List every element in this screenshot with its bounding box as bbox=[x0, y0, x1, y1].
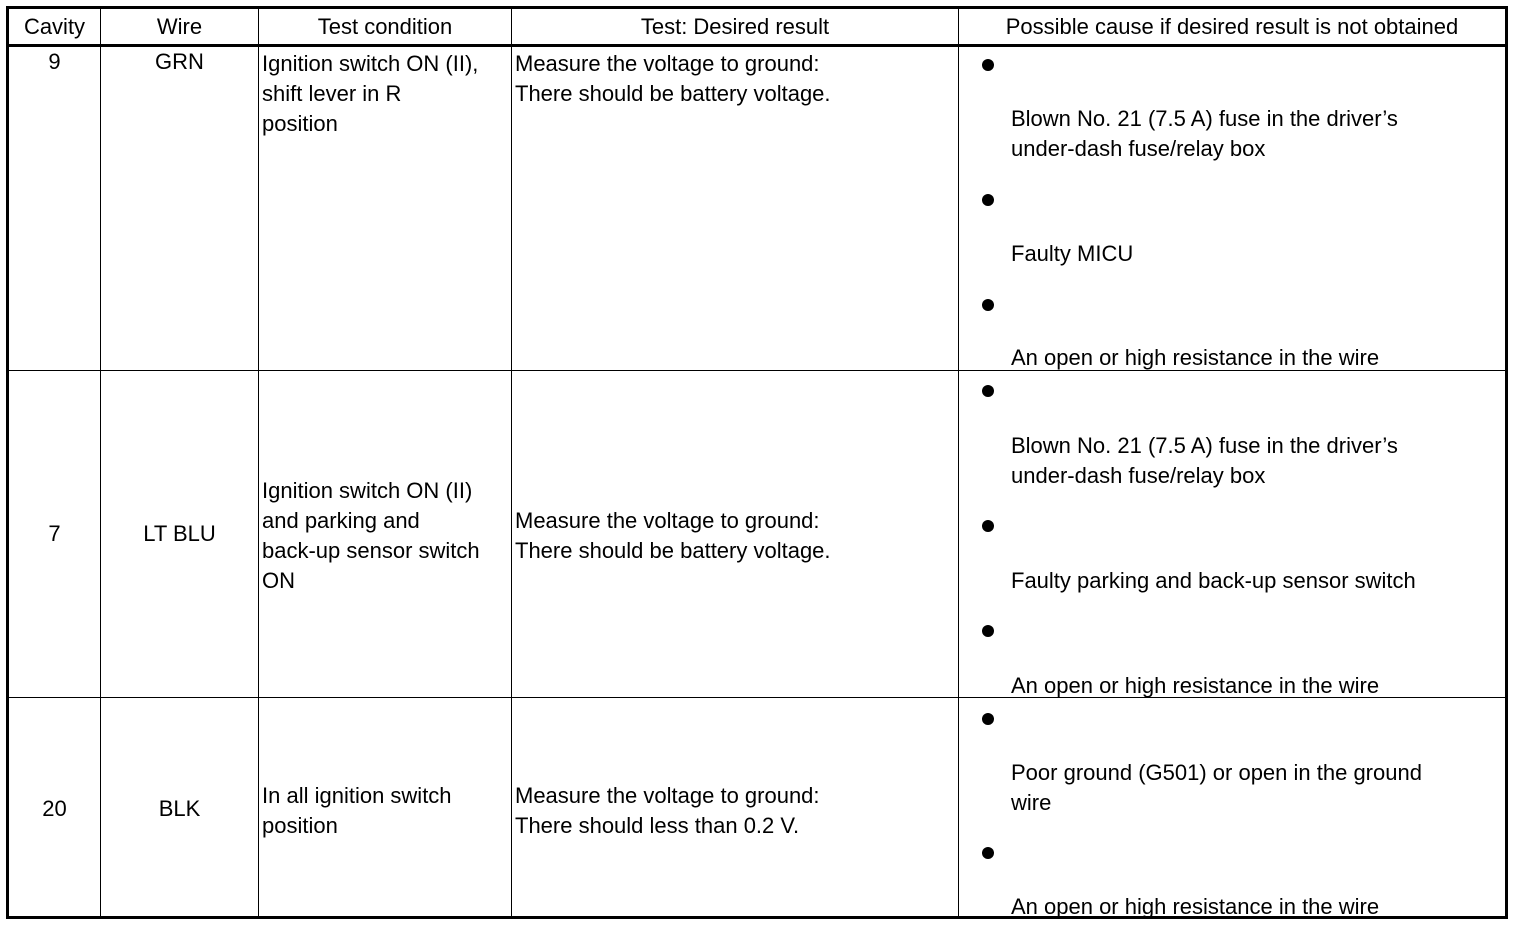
row-1-wire: GRN bbox=[155, 49, 204, 74]
row-3-cause-1 bbox=[1011, 758, 1422, 818]
header-cavity: Cavity bbox=[23, 14, 86, 39]
row-1-cause-3 bbox=[1011, 343, 1379, 373]
row-3-wire: BLK bbox=[158, 796, 201, 821]
row-1-result bbox=[515, 49, 831, 109]
row-1-cavity: 9 bbox=[48, 49, 61, 74]
condition-line: shift lever in R bbox=[262, 81, 402, 106]
row-3-cavity: 20 bbox=[42, 796, 67, 821]
result-line: Measure the voltage to ground: bbox=[515, 783, 820, 808]
condition-line: and parking and bbox=[262, 508, 420, 533]
bullet-icon bbox=[982, 194, 994, 206]
header-test-condition: Test condition bbox=[317, 14, 453, 39]
cause-line: Poor ground (G501) or open in the ground bbox=[1011, 760, 1422, 785]
column-divider bbox=[958, 9, 959, 916]
row-2-wire: LT BLU bbox=[143, 521, 216, 546]
cause-line: under-dash fuse/relay box bbox=[1011, 136, 1266, 161]
column-divider bbox=[511, 9, 512, 916]
result-line: Measure the voltage to ground: bbox=[515, 51, 820, 76]
column-divider bbox=[100, 9, 101, 916]
condition-line: position bbox=[262, 813, 338, 838]
row-2-cavity: 7 bbox=[48, 521, 61, 546]
row-2-condition bbox=[262, 476, 480, 596]
cause-line: Blown No. 21 (7.5 A) fuse in the driver’s bbox=[1011, 433, 1398, 458]
row-1-cause-2 bbox=[1011, 239, 1133, 269]
bullet-icon bbox=[982, 625, 994, 637]
row-3-condition bbox=[262, 781, 452, 841]
cause-line: Faulty MICU bbox=[1011, 241, 1134, 266]
condition-line: Ignition switch ON (II) bbox=[262, 478, 473, 503]
result-line: There should less than 0.2 V. bbox=[515, 813, 800, 838]
row-2-cause-3 bbox=[1011, 671, 1379, 701]
bullet-icon bbox=[982, 847, 994, 859]
result-line: Measure the voltage to ground: bbox=[515, 508, 820, 533]
cause-line: An open or high resistance in the wire bbox=[1011, 894, 1380, 919]
bullet-icon bbox=[982, 59, 994, 71]
header-possible-cause: Possible cause if desired result is not obtained bbox=[1005, 14, 1459, 39]
cause-line: An open or high resistance in the wire bbox=[1011, 345, 1380, 370]
result-line: There should be battery voltage. bbox=[515, 81, 831, 106]
cause-line: Blown No. 21 (7.5 A) fuse in the driver’s bbox=[1011, 106, 1398, 131]
condition-line: position bbox=[262, 111, 338, 136]
row-2-cause-1 bbox=[1011, 431, 1398, 491]
cause-line: under-dash fuse/relay box bbox=[1011, 463, 1266, 488]
cause-line: wire bbox=[1011, 790, 1052, 815]
condition-line: back-up sensor switch bbox=[262, 538, 480, 563]
cause-line: Faulty parking and back-up sensor switch bbox=[1011, 568, 1416, 593]
column-divider bbox=[258, 9, 259, 916]
row-2-cause-2 bbox=[1011, 566, 1416, 596]
bullet-icon bbox=[982, 520, 994, 532]
bullet-icon bbox=[982, 713, 994, 725]
test-table bbox=[6, 6, 1508, 919]
header-wire: Wire bbox=[156, 14, 203, 39]
condition-line: In all ignition switch bbox=[262, 783, 452, 808]
header-desired-result: Test: Desired result bbox=[640, 14, 830, 39]
row-1-cause-1 bbox=[1011, 104, 1398, 164]
bullet-icon bbox=[982, 299, 994, 311]
cause-line: An open or high resistance in the wire bbox=[1011, 673, 1380, 698]
row-2-result bbox=[515, 506, 831, 566]
condition-line: ON bbox=[262, 568, 295, 593]
row-1-condition bbox=[262, 49, 478, 139]
row-3-result bbox=[515, 781, 820, 841]
row-3-cause-2 bbox=[1011, 892, 1379, 922]
result-line: There should be battery voltage. bbox=[515, 538, 831, 563]
condition-line: Ignition switch ON (II), bbox=[262, 51, 479, 76]
bullet-icon bbox=[982, 385, 994, 397]
